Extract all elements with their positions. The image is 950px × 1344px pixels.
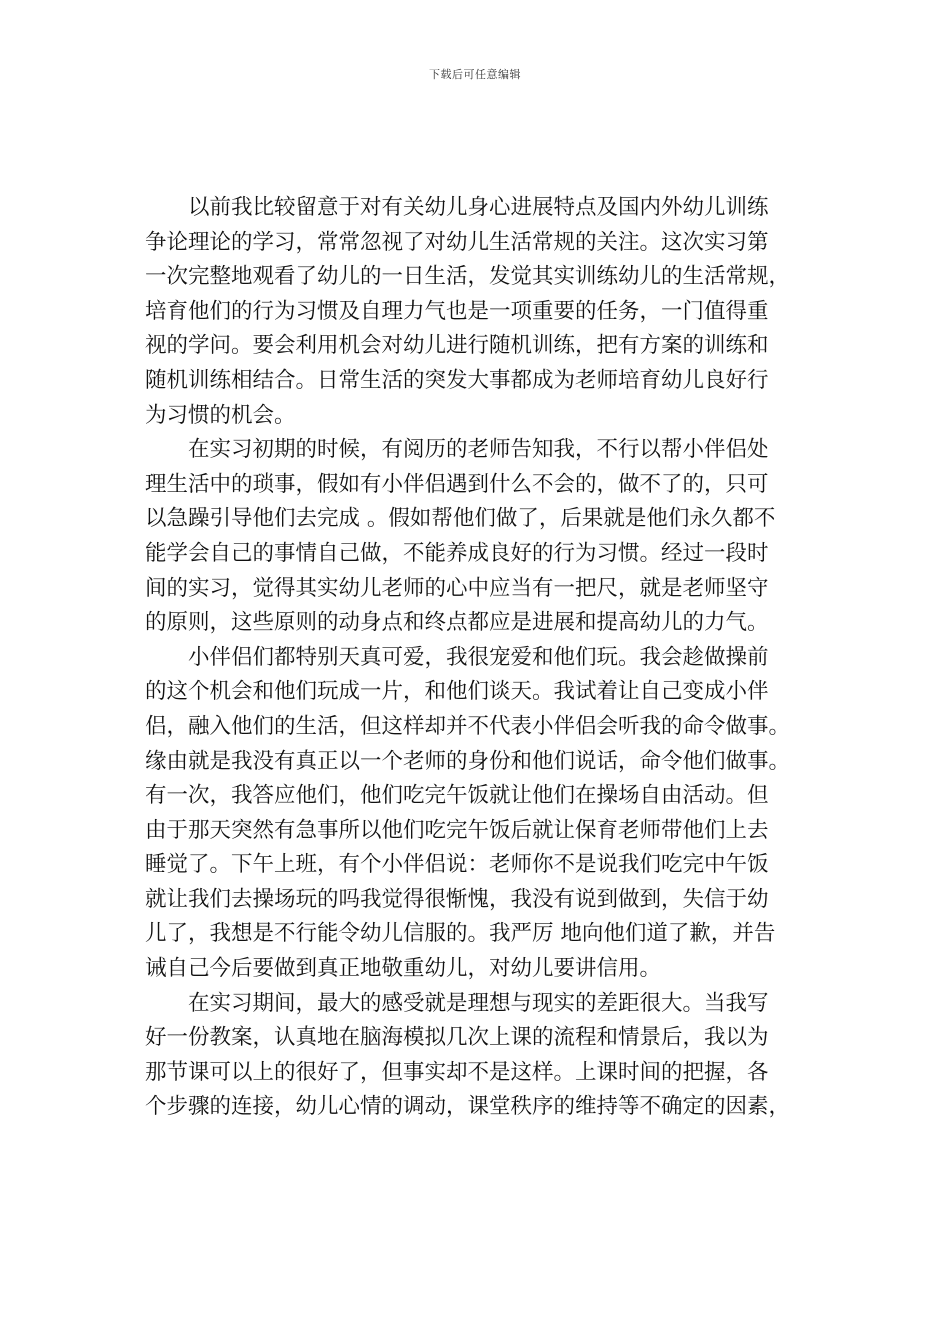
paragraph-3-line-8: 就让我们去操场玩的吗我觉得很惭愧，我没有说到做到，失信于幼 — [145, 886, 769, 912]
paragraph-3-line-10: 诫自己今后要做到真正地敬重幼儿，对幼儿要讲信用。 — [145, 956, 662, 982]
paragraph-1-line-1: 以前我比较留意于对有关幼儿身心进展特点及国内外幼儿训练 — [188, 195, 769, 220]
paragraph-1-line-2: 争论理论的学习，常常忽视了对幼儿生活常规的关注。这次实习第 — [145, 229, 769, 255]
paragraph-4-line-4: 个步骤的连接，幼儿心情的调动，课堂秩序的维持等不确定的因素， — [145, 1094, 791, 1120]
paragraph-1-line-3: 一次完整地观看了幼儿的一日生活，发觉其实训练幼儿的生活常规， — [145, 264, 791, 290]
paragraph-1-line-4: 培育他们的行为习惯及自理力气也是一项重要的任务，一门值得重 — [145, 298, 769, 324]
paragraph-3-line-9: 儿了，我想是不行能令幼儿信服的。我严厉 地向他们道了歉，并告 — [145, 921, 776, 947]
paragraph-4-line-1: 在实习期间，最大的感受就是理想与现实的差距很大。当我写 — [188, 990, 769, 1016]
paragraph-2-line-6: 的原则，这些原则的动身点和终点都应是进展和提高幼儿的力气。 — [145, 610, 769, 636]
paragraph-3-line-4: 缘由就是我没有真正以一个老师的身份和他们说话，命令他们做事。 — [145, 748, 791, 774]
paragraph-4-line-2: 好一份教案，认真地在脑海模拟几次上课的流程和情景后，我以为 — [145, 1025, 769, 1051]
paragraph-1-line-6: 随机训练相结合。日常生活的突发大事都成为老师培育幼儿良好行 — [145, 367, 769, 393]
header-note: 下载后可任意编辑 — [429, 68, 521, 81]
paragraph-2-line-1: 在实习初期的时候，有阅历的老师告知我，不行以帮小伴侣处 — [188, 437, 769, 463]
paragraph-2-line-2: 理生活中的琐事，假如有小伴侣遇到什么不会的，做不了的，只可 — [145, 471, 769, 497]
paragraph-3-line-5: 有一次，我答应他们，他们吃完午饭就让他们在操场自由活动。但 — [145, 783, 769, 809]
paragraph-3-line-7: 睡觉了。下午上班，有个小伴侣说：老师你不是说我们吃完中午饭 — [145, 852, 769, 878]
paragraph-2-line-3: 以急躁引导他们去完成 。假如帮他们做了，后果就是他们永久都不 — [145, 506, 776, 532]
paragraph-2-line-5: 间的实习，觉得其实幼儿老师的心中应当有一把尺，就是老师坚守 — [145, 575, 769, 601]
paragraph-1-line-5: 视的学问。要会利用机会对幼儿进行随机训练，把有方案的训练和 — [145, 333, 769, 359]
paragraph-4-line-3: 那节课可以上的很好了，但事实却不是这样。上课时间的把握，各 — [145, 1059, 769, 1085]
paragraph-3-line-2: 的这个机会和他们玩成一片，和他们谈天。我试着让自己变成小伴 — [145, 679, 769, 705]
paragraph-1-line-7: 为习惯的机会。 — [145, 402, 296, 428]
paragraph-3-line-1: 小伴侣们都特别天真可爱，我很宠爱和他们玩。我会趁做操前 — [188, 644, 769, 670]
paragraph-3-line-3: 侣，融入他们的生活，但这样却并不代表小伴侣会听我的命令做事。 — [145, 713, 791, 739]
paragraph-3-line-6: 由于那天突然有急事所以他们吃完午饭后就让保育老师带他们上去 — [145, 817, 769, 843]
body-text — [145, 191, 825, 1125]
paragraph-2-line-4: 能学会自己的事情自己做，不能养成良好的行为习惯。经过一段时 — [145, 540, 769, 566]
